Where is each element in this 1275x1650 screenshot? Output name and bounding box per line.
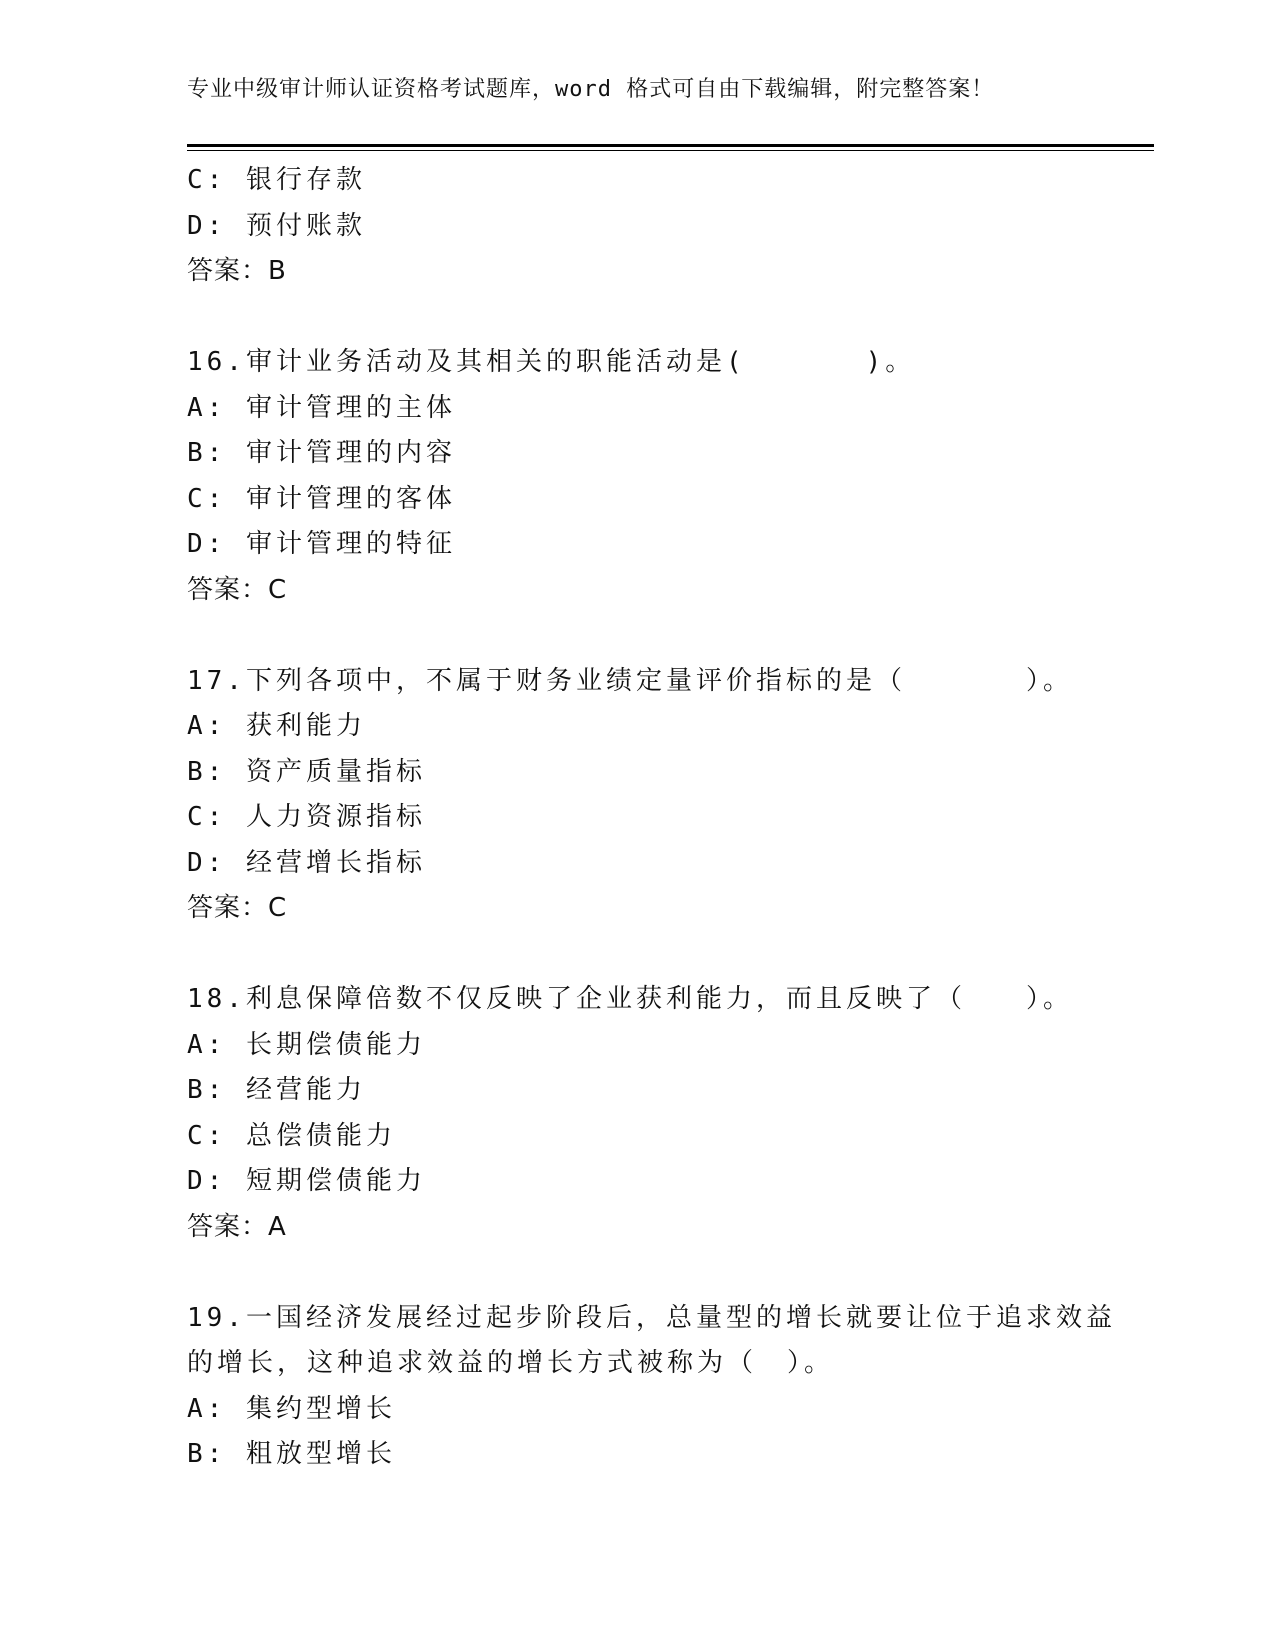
option-b: B: 资产质量指标 xyxy=(187,756,426,787)
option-c: C: 银行存款 xyxy=(187,165,366,195)
header-rule-thin xyxy=(187,150,1154,151)
question-stem-line-2: 的增长，这种追求效益的增长方式被称为（ ）。 xyxy=(187,1348,835,1378)
spacer xyxy=(187,932,1087,978)
question-17 xyxy=(187,659,1087,932)
option-b: B: 经营能力 xyxy=(187,1075,366,1105)
spacer xyxy=(187,613,1087,659)
answer: 答案：A xyxy=(187,1211,287,1242)
option-a: A: 获利能力 xyxy=(187,711,366,741)
answer: 答案：C xyxy=(187,574,288,605)
answer: 答案：B xyxy=(187,256,287,286)
question-19 xyxy=(187,1296,1116,1478)
question-15-tail xyxy=(187,158,1087,295)
option-a: A: 集约型增长 xyxy=(187,1393,396,1424)
answer: 答案：C xyxy=(187,893,288,923)
option-d: D: 经营增长指标 xyxy=(187,847,426,878)
question-stem-line-1: 19.一国经济发展经过起步阶段后，总量型的增长就要让位于追求效益 xyxy=(187,1302,1116,1333)
option-b: B: 粗放型增长 xyxy=(187,1439,396,1469)
option-c: C: 人力资源指标 xyxy=(187,802,426,832)
header-rule-thick xyxy=(187,144,1154,147)
option-a: A: 长期偿债能力 xyxy=(187,1029,426,1060)
spacer xyxy=(187,1250,1087,1296)
option-d: D: 预付账款 xyxy=(187,210,366,241)
question-list xyxy=(187,158,1116,1478)
page-header: 专业中级审计师认证资格考试题库，word 格式可自由下载编辑，附完整答案！ xyxy=(187,77,995,102)
question-stem: 17.下列各项中，不属于财务业绩定量评价指标的是（ ）。 xyxy=(187,665,1073,696)
spacer xyxy=(187,295,1087,341)
question-16 xyxy=(187,340,1087,613)
question-stem: 16.审计业务活动及其相关的职能活动是( )。 xyxy=(187,347,916,377)
question-18 xyxy=(187,977,1087,1250)
question-stem: 18.利息保障倍数不仅反映了企业获利能力，而且反映了（ ）。 xyxy=(187,984,1073,1014)
option-d: D: 短期偿债能力 xyxy=(187,1166,426,1196)
option-c: C: 总偿债能力 xyxy=(187,1120,396,1151)
option-b: B: 审计管理的内容 xyxy=(187,438,456,468)
option-d: D: 审计管理的特征 xyxy=(187,529,456,559)
option-a: A: 审计管理的主体 xyxy=(187,392,456,423)
option-c: C: 审计管理的客体 xyxy=(187,483,456,514)
